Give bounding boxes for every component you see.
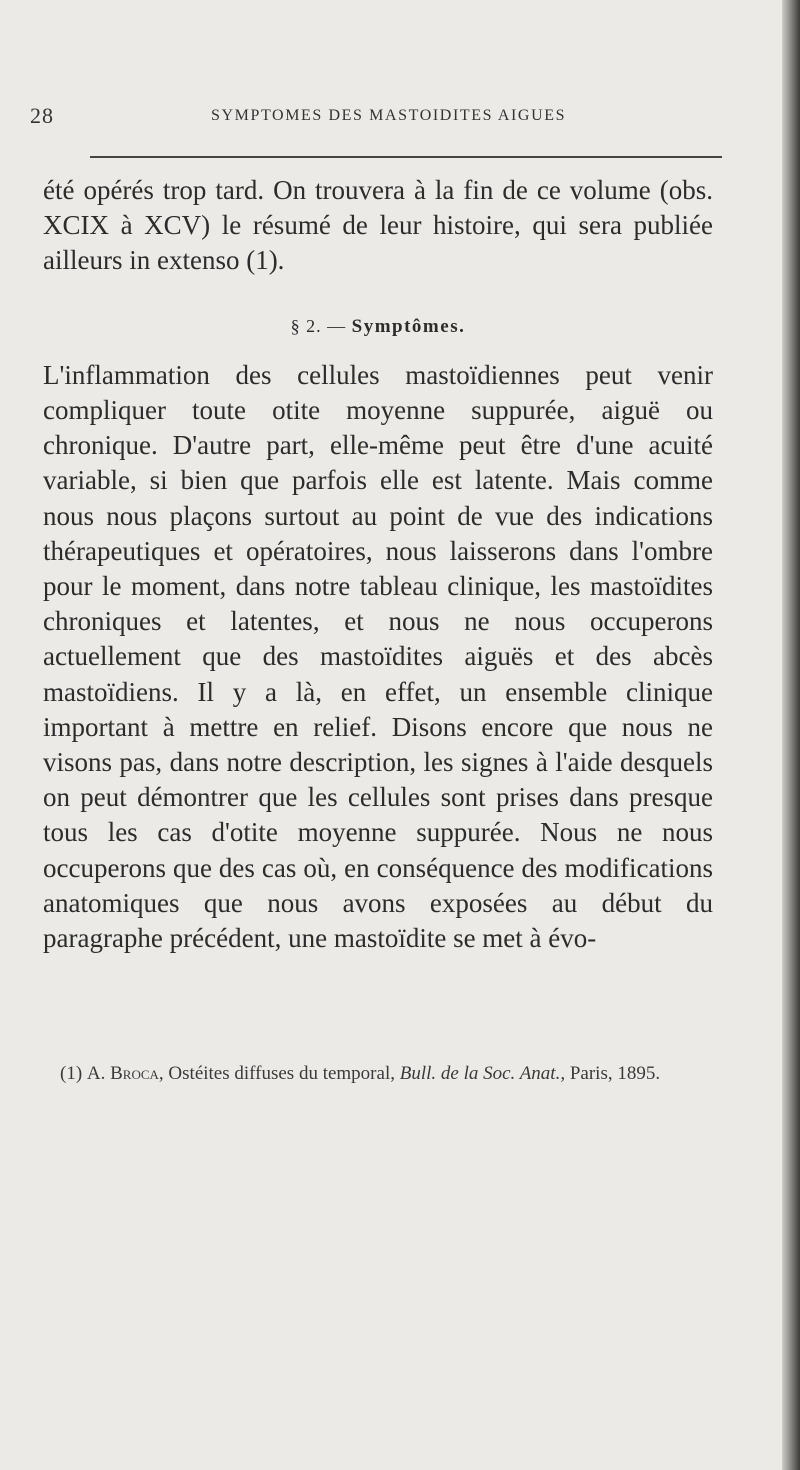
body-text bbox=[43, 173, 713, 956]
footnote-marker: (1) bbox=[60, 1063, 83, 1084]
page-number: 28 bbox=[30, 103, 54, 128]
footnote-place-year: Paris, 1895. bbox=[569, 1063, 661, 1084]
section-title: Symptômes. bbox=[351, 315, 466, 337]
footnote-journal: Bull. de la Soc. Anat., bbox=[399, 1063, 566, 1084]
running-head: SYMPTOMES DES MASTOIDITES AIGUES bbox=[211, 107, 567, 124]
header-rule bbox=[90, 156, 722, 158]
section-heading bbox=[43, 309, 713, 344]
paragraph-symptoms: L'inflammation des cellules mastoïdiennes peut venir compliquer toute otite moyenne suppurée, aiguë ou chronique. D'autre part, elle-même peut être d'une acuité variable, si bien que parfois elle est latente. Mais comme nous nous plaçons surtout au point de vue des indications thérapeutiques et opératoires, nous laisserons dans l'ombre pour le moment, dans notre tableau clinique, les mastoïdites chroniques et latentes, et nous ne nous occuperons actuellement que des mastoïdites aiguës et des abcès mastoïdiens. Il y a là, en effet, un ensemble clinique important à mettre en relief. Disons encore que nous ne visons pas, dans notre description, les signes à l'aide desquels on peut démontrer que les cellules sont prises dans presque tous les cas d'otite moyenne suppurée. Nous ne nous occuperons que des cas où, en conséquence des modifications anatomiques que nous avons exposées au début du paragraphe précédent, une mastoïdite se met à évo- bbox=[43, 359, 713, 954]
page-header bbox=[0, 103, 800, 133]
paragraph-continued: été opérés trop tard. On trouvera à la fin de ce volume (obs. XCIX à XCV) le résumé de leur histoire, qui sera publiée ailleurs in extenso (1). bbox=[43, 175, 713, 276]
footnote-author: A. Broca, bbox=[86, 1063, 164, 1084]
footnote bbox=[60, 1060, 720, 1087]
footnote-title: Ostéites diffuses du temporal, bbox=[168, 1063, 395, 1084]
section-number: § 2. — bbox=[290, 315, 347, 336]
page-edge-shadow bbox=[782, 0, 800, 1470]
